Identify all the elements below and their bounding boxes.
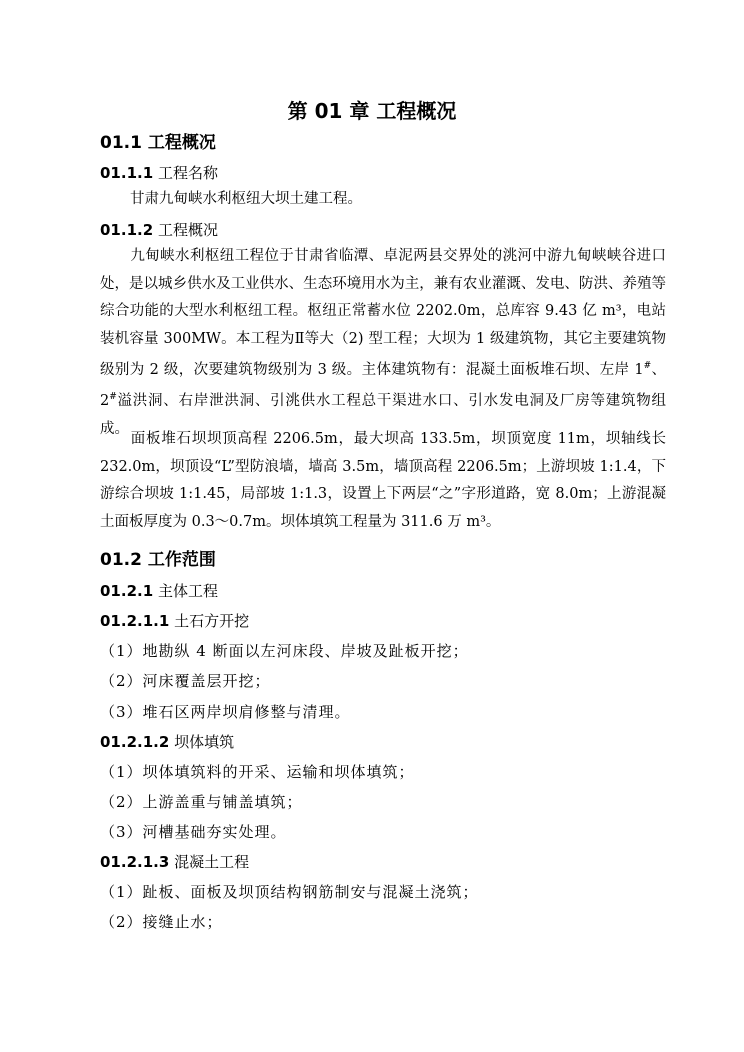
project-name-paragraph bbox=[100, 186, 666, 214]
subsection-heading-01-2-1-1 bbox=[100, 610, 249, 631]
superscript-mark: # bbox=[109, 392, 117, 403]
subsection-heading-01-1-2 bbox=[100, 219, 218, 240]
overview-text-c: 溢洪洞、右岸泄洪洞、引洮供水工程总干渠进水口、引水发电洞及厂房等建筑物组成。 bbox=[100, 393, 666, 437]
superscript-mark: # bbox=[643, 361, 652, 371]
subsection-heading-01-2-1-3 bbox=[100, 851, 249, 872]
section-heading-01-1: 01.1 工程概况 bbox=[100, 133, 216, 153]
heading-number: 01.1.1 bbox=[100, 164, 154, 182]
section-heading-01-2: 01.2 工作范围 bbox=[100, 550, 216, 570]
chapter-title: 第 01 章 工程概况 bbox=[287, 99, 457, 123]
list-item: （2）上游盖重与铺盖填筑； bbox=[100, 793, 303, 811]
heading-number: 01.2.1.3 bbox=[100, 853, 170, 871]
heading-label: 土石方开挖 bbox=[174, 612, 250, 630]
list-item: （1）坝体填筑料的开采、运输和坝体填筑； bbox=[100, 763, 415, 781]
heading-label: 工程概况 bbox=[157, 221, 218, 239]
project-name-text: 甘肃九甸峡水利枢纽大坝土建工程。 bbox=[130, 191, 362, 207]
subsection-heading-01-1-1 bbox=[100, 162, 218, 183]
heading-label: 混凝土工程 bbox=[174, 853, 250, 871]
overview-text-b: 、2 bbox=[100, 361, 667, 410]
list-item: （1）趾板、面板及坝顶结构钢筋制安与混凝土浇筑； bbox=[100, 883, 479, 901]
dam-description-text: 面板堆石坝坝顶高程 2206.5m，最大坝高 133.5m，坝顶宽度 11m，坝轴线长 232.0m，坝顶设“L”型防浪墙，墙高 3.5m，墙顶高程 2206.5m；上游坝坡 1:1.4，下游综合坝坡 1:1.45，局部坡 1:1.3，设置上下两层“之”字形道路，宽 8.0m；上游混凝土面板厚度为 0.3～0.7m。坝体填筑工程量为 311.6 万 m³。 bbox=[100, 431, 666, 530]
list-item: （2）接缝止水； bbox=[100, 913, 223, 931]
heading-label: 工程名称 bbox=[157, 164, 218, 182]
heading-number: 01.2.1 bbox=[100, 582, 154, 600]
heading-number: 01.1.2 bbox=[100, 221, 154, 239]
heading-label: 主体工程 bbox=[157, 582, 218, 600]
heading-number: 01.2.1.2 bbox=[100, 733, 170, 751]
subsection-heading-01-2-1 bbox=[100, 580, 218, 601]
heading-label: 坝体填筑 bbox=[174, 733, 235, 751]
list-item: （3）堆石区两岸坝肩修整与清理。 bbox=[100, 703, 351, 721]
overview-paragraph-2 bbox=[100, 426, 666, 536]
list-item: （1）地勘纵 4 断面以左河床段、岸坡及趾板开挖； bbox=[100, 642, 469, 660]
overview-paragraph-1 bbox=[100, 243, 666, 443]
list-item: （2）河床覆盖层开挖； bbox=[100, 672, 271, 690]
heading-number: 01.2.1.1 bbox=[100, 612, 170, 630]
list-item: （3）河槽基础夯实处理。 bbox=[100, 823, 287, 841]
subsection-heading-01-2-1-2 bbox=[100, 731, 234, 752]
overview-text-a: 九甸峡水利枢纽工程位于甘肃省临潭、卓泥两县交界处的洮河中游九甸峡峡谷进口处，是以城乡供水及工业供水、生态环境用水为主，兼有农业灌溉、发电、防洪、养殖等综合功能的大型水利枢纽工程。枢纽正常蓄水位 2202.0m，总库容 9.43 亿 m³，电站装机容量 300MW。本工程为Ⅱ等大（2) 型工程；大坝为 1 级建筑物，其它主要建筑物级别为 2 级，次要建筑物级别为 3 级。主体建筑物有：混凝土面板堆石坝、左岸 1 bbox=[100, 248, 666, 378]
